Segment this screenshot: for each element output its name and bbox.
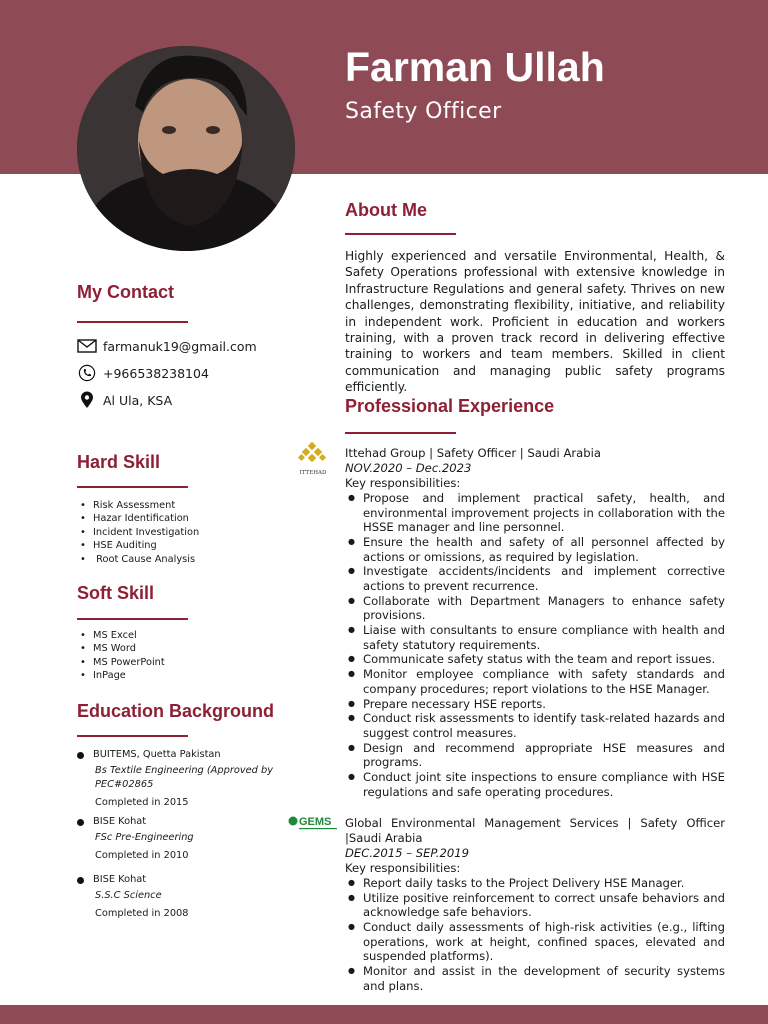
education-entry (77, 814, 317, 864)
experience-entry (345, 816, 725, 994)
responsibility-item: ● Liaise with consultants to ensure compliance with health and safety statutory requirements. (345, 623, 725, 652)
education-entry (77, 872, 317, 922)
footer-band (0, 1005, 768, 1024)
education-completed: Completed in 2015 (95, 797, 189, 808)
experience-dates: NOV.2020 – Dec.2023 (345, 461, 472, 475)
responsibility-item: ● Design and recommend appropriate HSE measures and programs. (345, 741, 725, 770)
experience-divider (345, 432, 456, 434)
education-degree: S.S.C Science (95, 890, 162, 901)
education-divider (77, 735, 188, 737)
responsibility-item: ● Monitor employee compliance with safety standards and company procedures; report violations to the HSE Manager. (345, 667, 725, 696)
bullet-dot (77, 877, 84, 884)
profile-photo (77, 46, 295, 251)
education-entry (77, 747, 317, 811)
responsibility-item: ● Ensure the health and safety of all personnel affected by actions or omissions, as required by legislation. (345, 535, 725, 564)
hard-skill-item: • Hazar Identification (80, 512, 199, 525)
soft-skill-item: • MS PowerPoint (80, 656, 165, 669)
about-text: Highly experienced and versatile Environmental, Health, & Safety Operations professional with extensive knowledge in Infrastructure Regulations and general safety. Thrives on new challenges, demonstrating flexibility, initiative, and reliability in independent work. Proficient in education and workers training, with a proven track record in delivering effective training to workers and team members. Skilled in client communication and managing public safety programs efficiently. (345, 249, 725, 395)
contact-phone[interactable] (77, 363, 209, 383)
soft-skill-list (80, 629, 165, 683)
person-title: Safety Officer (345, 99, 502, 124)
ittehad-logo (295, 441, 331, 477)
contact-email[interactable] (77, 336, 257, 356)
gems-logo (287, 813, 339, 833)
contact-heading: My Contact (77, 282, 175, 302)
responsibility-item: ● Investigate accidents/incidents and implement corrective actions to prevent recurrence. (345, 564, 725, 593)
hard-skill-item: • Risk Assessment (80, 499, 199, 512)
about-heading: About Me (345, 200, 427, 220)
education-heading: Education Background (77, 701, 275, 721)
soft-skill-item: • MS Excel (80, 629, 165, 642)
responsibility-item: ● Report daily tasks to the Project Delivery HSE Manager. (345, 876, 725, 891)
experience-heading: Professional Experience (345, 396, 555, 416)
responsibility-item: ● Monitor and assist in the development of security systems and plans. (345, 964, 725, 993)
responsibility-item: ● Propose and implement practical safety, health, and environmental improvement projects in collaboration with the HSSE manager and line personnel. (345, 491, 725, 535)
contact-divider (77, 321, 188, 323)
education-completed: Completed in 2008 (95, 908, 189, 919)
experience-dates: DEC.2015 – SEP.2019 (345, 846, 469, 860)
education-school: BISE Kohat (93, 816, 147, 827)
responsibility-item: ● Conduct daily assessments of high-risk activities (e.g., lifting operations, work at height, confined spaces, elevated and suspended platforms). (345, 920, 725, 964)
location-text: Al Ula, KSA (103, 392, 173, 408)
soft-skill-divider (77, 618, 188, 620)
responsibilities-label: Key responsibilities: (345, 861, 461, 875)
responsibility-list (345, 876, 725, 993)
bullet-dot (77, 752, 84, 759)
responsibility-item: ● Conduct joint site inspections to ensure compliance with HSE regulations and safe operating procedures. (345, 770, 725, 799)
responsibility-item: ● Utilize positive reinforcement to correct unsafe behaviors and acknowledge safe behaviors. (345, 891, 725, 920)
svg-text:GEMS: GEMS (299, 816, 332, 828)
responsibility-item: ● Prepare necessary HSE reports. (345, 697, 725, 712)
experience-company: Ittehad Group | Safety Officer | Saudi Arabia (345, 446, 601, 460)
responsibility-item: ● Conduct risk assessments to identify task-related hazards and suggest control measures. (345, 711, 725, 740)
hard-skill-list (80, 499, 199, 566)
education-school: BISE Kohat (93, 874, 147, 885)
education-completed: Completed in 2010 (95, 850, 189, 861)
person-name: Farman Ullah (345, 44, 605, 90)
soft-skill-heading: Soft Skill (77, 583, 155, 603)
bullet-dot (77, 819, 84, 826)
hard-skill-heading: Hard Skill (77, 452, 161, 472)
mail-icon (77, 337, 97, 355)
svg-text:ITTEHAD: ITTEHAD (299, 470, 327, 476)
responsibility-item: ● Communicate safety status with the team and report issues. (345, 652, 725, 667)
phone-icon (77, 364, 97, 382)
hard-skill-divider (77, 486, 188, 488)
responsibility-item: ● Collaborate with Department Managers to enhance safety provisions. (345, 594, 725, 623)
experience-company: Global Environmental Management Services | Safety Officer |Saudi Arabia (345, 816, 725, 845)
soft-skill-item: • InPage (80, 669, 165, 682)
education-school: BUITEMS, Quetta Pakistan (93, 749, 221, 760)
education-degree: Bs Textile Engineering (Approved by PEC#02865 (95, 765, 274, 790)
contact-location (77, 390, 172, 410)
phone-text: +966538238104 (103, 365, 209, 381)
email-text: farmanuk19@gmail.com (103, 338, 257, 354)
about-divider (345, 233, 456, 235)
responsibilities-label: Key responsibilities: (345, 476, 461, 490)
hard-skill-item: • Incident Investigation (80, 526, 199, 539)
responsibility-list (345, 491, 725, 799)
hard-skill-item: • Root Cause Analysis (80, 553, 199, 566)
location-pin-icon (77, 391, 97, 409)
hard-skill-item: • HSE Auditing (80, 539, 199, 552)
education-degree: FSc Pre-Engineering (95, 832, 194, 843)
soft-skill-item: • MS Word (80, 642, 165, 655)
experience-entry (345, 446, 725, 800)
